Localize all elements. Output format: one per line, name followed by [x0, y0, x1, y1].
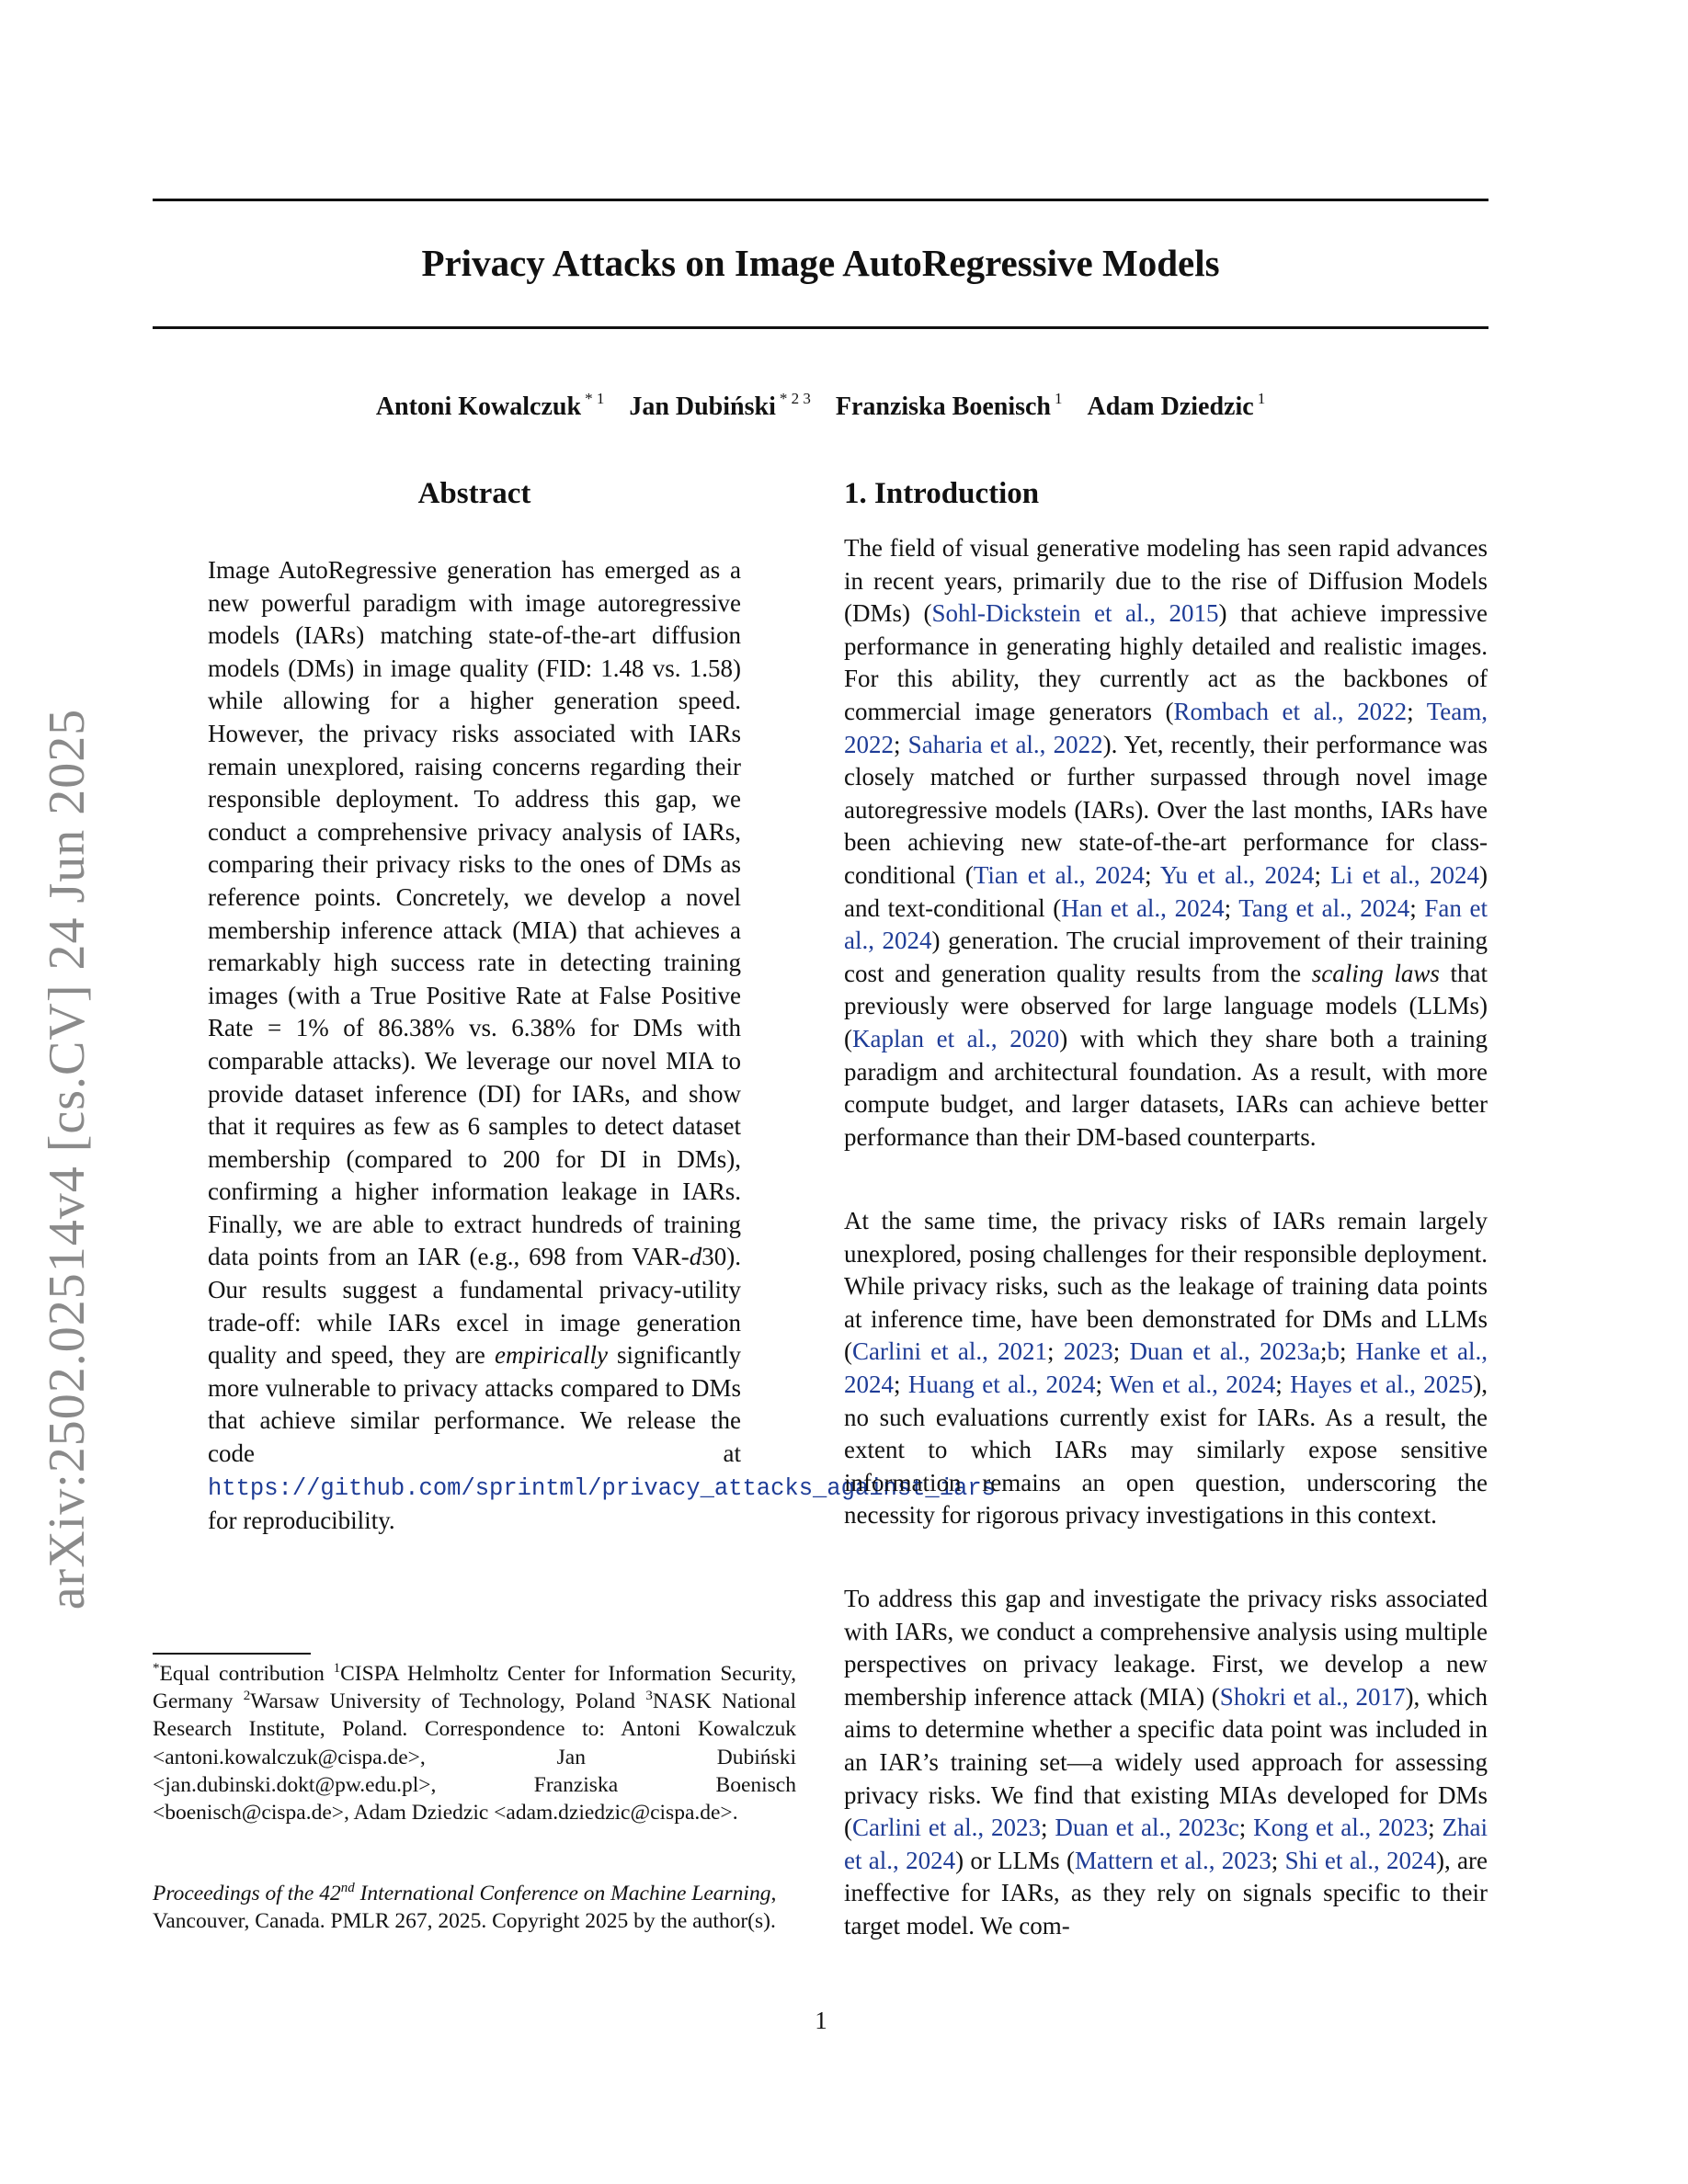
title-top-rule	[153, 199, 1488, 201]
author-list	[153, 391, 1488, 424]
code-repository-link[interactable]: https://github.com/sprintml/privacy_attacks_against_iars	[208, 1474, 996, 1502]
intro-paragraph-2: At the same time, the privacy risks of IARs remain largely unexplored, posing challenges for their responsible deployment. While privacy risks, such as the leakage of training data points at inference time, have been demonstrated for DMs and LLMs (Carlini et al., 2021; 2023; Duan et al., 2023a;b; Hanke et al., 2024; Huang et al., 2024; Wen et al., 2024; Hayes et al., 2025), no such evaluations currently exist for IARs. As a result, the extent to which IARs may similarly expose sensitive information remains an open question, underscoring the necessity for rigorous privacy investigations in this context.	[844, 1207, 1488, 1530]
citation-link[interactable]: Mattern et al., 2023	[1074, 1846, 1272, 1874]
page-number: 1	[815, 2007, 827, 2034]
citation-link[interactable]: Huang et al., 2024	[907, 1370, 1096, 1398]
author: Jan Dubiński $^{* 2 3}$	[629, 390, 811, 421]
intro-paragraph-1: The field of visual generative modeling has seen rapid advances in recent years, primarily due to the rise of Diffusion Models (DMs) (Sohl-Dickstein et al., 2015) that achieve impressive performance in generating highly detailed and realistic images. For this ability, they currently act as the backbones of commercial image generators (Rombach et al., 2022; Team, 2022; Saharia et al., 2022). Yet, recently, their performance was closely matched or further surpassed through novel image autoregressive models (IARs). Over the last months, IARs have been achieving new state-of-the-art performance for class-conditional (Tian et al., 2024; Yu et al., 2024; Li et al., 2024) and text-conditional (Han et al., 2024; Tang et al., 2024; Fan et al., 2024) generation. The crucial improvement of their training cost and generation quality results from the scaling laws that previously were observed for large language models (LLMs) (Kaplan et al., 2020) with which they share both a training paradigm and architectural foundation. As a result, with more compute budget, and larger datasets, IARs can achieve better performance than their DM-based counterparts.	[844, 534, 1488, 1151]
citation-link[interactable]: Zhai et al., 2024	[844, 1814, 1488, 1874]
citation-link[interactable]: Kaplan et al., 2020	[852, 1024, 1060, 1052]
abstract-heading: Abstract	[417, 477, 531, 510]
emphasis-text: scaling laws	[1311, 959, 1440, 987]
affiliations-footnote: *Equal contribution $^1$CISPA Helmholtz Center for Information Security, Germany $^2$Warsaw University of Technology, Poland $^3$NASK National Research Institute, Poland. Correspondence to: Antoni Kowalczuk <antoni.kowalczuk@cispa.de>, Jan Dubiński <jan.dubinski.dokt@pw.edu.pl>, Franziska Boenisch <boenisch@cispa.de>, Adam Dziedzic <adam.dziedzic@cispa.de>.	[153, 1661, 796, 1826]
citation-link[interactable]: Rombach et al., 2022	[1173, 697, 1408, 725]
footnote-rule	[153, 1653, 311, 1655]
citation-link[interactable]: Carlini et al., 2021	[852, 1337, 1048, 1366]
citation-link[interactable]: Team, 2022	[844, 697, 1488, 758]
citation-link[interactable]: Yu et al., 2024	[1159, 860, 1315, 889]
proceedings-note: Proceedings of the 42nd International Conference on Machine Learning, Vancouver, Canada. PMLR 267, 2025. Copyright 2025 by the author(s).	[153, 1881, 777, 1934]
author: Adam Dziedzic $^1$	[1087, 390, 1266, 421]
citation-link[interactable]: Hayes et al., 2025	[1290, 1370, 1474, 1398]
abstract-text: Image AutoRegressive generation has emerged as a new powerful paradigm with image autoregressive models (IARs) matching state-of-the-art diffusion models (DMs) in image quality (FID: 1.48 vs. 1.58) while allowing for a higher generation speed. However, the privacy risks associated with IARs remain unexplored, raising concerns regarding their responsible deployment. To address this gap, we conduct a comprehensive privacy analysis of IARs, comparing their privacy risks to the ones of DMs as reference points. Concretely, we develop a novel membership inference attack (MIA) that achieves a remarkably high success rate in detecting training images (with a True Positive Rate at False Positive Rate = 1% of 86.38% vs. 6.38% for DMs with comparable attacks). We leverage our novel MIA to provide dataset inference (DI) for IARs, and show that it requires as few as 6 samples to detect dataset membership (compared to 200 for DI in DMs), confirming a higher information leakage in IARs. Finally, we are able to extract hundreds of training data points from an IAR (e.g., 698 from VAR-d30). Our results suggest a fundamental privacy-utility trade-off: while IARs excel in image generation quality and speed, they are empirically significantly more vulnerable to privacy attacks compared to DMs that achieve similar performance. We release the code at https://github.com/sprintml/privacy_attacks_against_iars for reproducibility.	[208, 556, 996, 1535]
author: Franziska Boenisch $^1$	[835, 390, 1063, 421]
citation-link[interactable]: Fan et al., 2024	[844, 893, 1488, 955]
author: Antoni Kowalczuk $^{* 1}$	[375, 390, 605, 421]
title-bottom-rule	[153, 326, 1488, 329]
citation-link[interactable]: Duan et al., 2023c	[1055, 1814, 1239, 1842]
citation-link[interactable]: Hanke et al., 2024	[844, 1337, 1488, 1398]
citation-link[interactable]: Shi et al., 2024	[1284, 1846, 1436, 1874]
citation-link[interactable]: b	[1327, 1337, 1340, 1366]
paper-title: Privacy Attacks on Image AutoRegressive Models	[421, 242, 1220, 284]
citation-link[interactable]: Kong et al., 2023	[1253, 1814, 1429, 1842]
citation-link[interactable]: Han et al., 2024	[1061, 893, 1225, 922]
citation-link[interactable]: Tian et al., 2024	[973, 860, 1145, 889]
citation-link[interactable]: Tang et al., 2024	[1238, 893, 1410, 922]
citation-link[interactable]: Shokri et al., 2017	[1219, 1682, 1406, 1711]
arxiv-identifier: arXiv:2502.02514v4 [cs.CV] 24 Jun 2025	[39, 708, 96, 1610]
citation-link[interactable]: Saharia et al., 2022	[907, 730, 1103, 758]
introduction-heading: 1. Introduction	[844, 477, 1040, 510]
citation-link[interactable]: Wen et al., 2024	[1109, 1370, 1276, 1398]
citation-link[interactable]: Duan et al., 2023a	[1129, 1337, 1320, 1366]
intro-paragraph-3: To address this gap and investigate the privacy risks associated with IARs, we conduct a comprehensive analysis using multiple perspectives on privacy leakage. First, we develop a new membership inference attack (MIA) (Shokri et al., 2017), which aims to determine whether a specific data point was included in an IAR’s training set—a widely used approach for assessing privacy risks. We find that existing MIAs developed for DMs (Carlini et al., 2023; Duan et al., 2023c; Kong et al., 2023; Zhai et al., 2024) or LLMs (Mattern et al., 2023; Shi et al., 2024), are ineffective for IARs, as they rely on signals specific to their target model. We com-	[844, 1585, 1488, 1939]
citation-link[interactable]: Li et al., 2024	[1330, 860, 1480, 889]
citation-link[interactable]: Sohl-Dickstein et al., 2015	[931, 599, 1219, 628]
citation-link[interactable]: 2023	[1063, 1337, 1113, 1366]
citation-link[interactable]: Carlini et al., 2023	[852, 1814, 1041, 1842]
